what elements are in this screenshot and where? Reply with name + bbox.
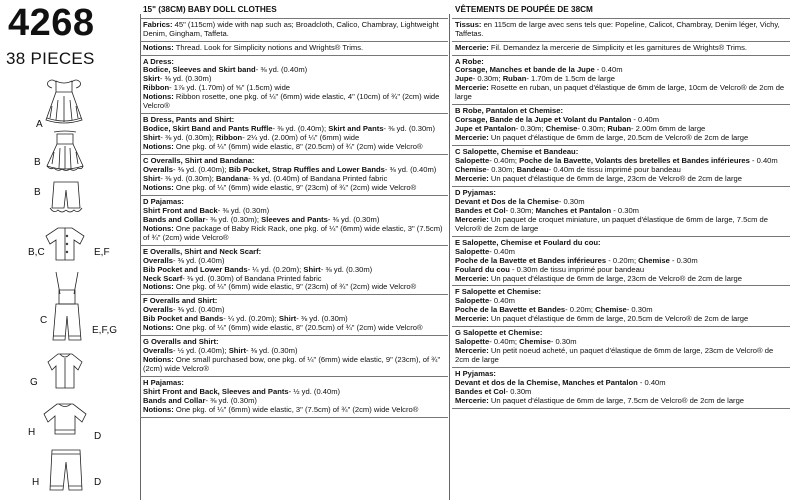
line-label: Notions: (143, 282, 174, 292)
section-title: E Salopette, Chemise et Foulard du cou: (455, 237, 601, 247)
section-line (455, 216, 787, 234)
line-text: Un paquet d'élastique de 6mm de large, 7.5cm de Velcro® de 2cm de large (488, 395, 745, 405)
line-text: - ⅜ yd. (0.30m) (159, 74, 212, 84)
line-label: Bandeau (516, 165, 549, 175)
section-title: B Robe, Pantalon et Chemise: (455, 106, 564, 116)
line-label: Bandes et Col (455, 386, 506, 396)
line-label: Overalls (143, 346, 173, 356)
notions-text: Thread. Look for Simplicity notions and Wrights® Trims. (175, 42, 364, 52)
line-label: Mercerie: (455, 273, 489, 283)
line-label: Mercerie: (455, 346, 489, 356)
line-text: One pkg. of ¼" (6mm) wide elastic, 9" (23cm) of ¾" (2cm) wide Velcro® (173, 182, 417, 192)
yardage-section (140, 114, 448, 155)
section-line (455, 84, 787, 102)
section-title: G Salopette et Chemise: (455, 328, 543, 338)
section-title: A Robe: (455, 56, 484, 66)
line-text: Un paquet d'élastique de 6mm de large, 20.5cm de Velcro® de 2cm de large (488, 133, 749, 143)
line-text: - 0.30m; (486, 165, 517, 175)
line-text: - ½ yd. (0.40m) (288, 386, 341, 396)
line-text: - ⅜ yd. (0.40m) (172, 305, 225, 315)
view-letter: H (32, 477, 40, 488)
line-text: - ¼ yd. (0.20m); (247, 264, 304, 274)
line-label: Notions: (143, 223, 174, 233)
line-text: - 2¼ yd. (2.00m) of ¼" (6mm) wide (242, 133, 360, 143)
line-label: Bib Pocket and Bands (143, 314, 224, 324)
line-label: Shirt (143, 133, 161, 143)
line-text: Un paquet d'élastique de 6mm de large, 23cm de Velcro® de 2cm de large (488, 273, 742, 283)
line-label: Notions: (143, 182, 174, 192)
line-text: - ⅜ yd. (0.30m) (320, 264, 373, 274)
line-label: Mercerie: (455, 314, 489, 324)
line-text: - 0.40m (631, 115, 660, 125)
section-line (143, 324, 445, 333)
line-text: - ⅜ yd. (0.30m) of Bandana Printed fabric (182, 273, 322, 283)
english-sections (140, 56, 448, 418)
section-line (143, 356, 445, 374)
line-label: Chemise (545, 124, 578, 134)
section-line (455, 134, 787, 143)
line-text: - 0.40m (594, 65, 623, 75)
line-text: - ⅜ yd. (0.30m); (205, 214, 262, 224)
mercerie-block (452, 42, 790, 56)
line-label: Notions: (143, 323, 174, 333)
line-label: Jupe (455, 74, 473, 84)
french-sections (452, 56, 790, 409)
illustration-column (0, 0, 140, 504)
section-title: C Overalls, Shirt and Bandana: (143, 156, 255, 166)
fabrics-text: 45" (115cm) wide with nap such as; Broadcloth, Calico, Chambray, Lightweight Denim, Gingham, Taffeta. (143, 19, 439, 38)
line-label: Notions: (143, 142, 174, 152)
line-label: Shirt Front and Back, Sleeves and Pants (143, 386, 289, 396)
view-letter: C (40, 315, 48, 326)
line-label: Overalls (143, 165, 173, 175)
section-line (455, 175, 787, 184)
line-label: Notions: (143, 355, 174, 365)
english-column (140, 0, 448, 504)
line-label: Shirt Front and Back (143, 205, 218, 215)
line-text: One pkg. of ¼" (6mm) wide elastic, 3" (7.5cm) of ¾" (2cm) wide Velcro® (173, 404, 419, 414)
line-label: Skirt (143, 74, 160, 84)
line-text: One small purchased bow, one pkg. of ¼" (6mm) wide elastic, 9" (23cm), of ¾" (2cm) wide Velcro® (143, 355, 441, 374)
line-text: - 0.40m (749, 156, 778, 166)
section-title: E Overalls, Shirt and Neck Scarf: (143, 246, 262, 256)
line-label: Ruban (607, 124, 631, 134)
section-title: A Dress: (143, 56, 174, 66)
line-text: - ⅜ yd. (0.40m) of Bandana Printed fabric (248, 173, 388, 183)
line-label: Ribbon (143, 83, 170, 93)
section-line (143, 143, 445, 152)
view-letter: B (34, 157, 41, 168)
view-b-dress-illustration (42, 130, 88, 176)
line-label: Devant et dos de la Chemise, Manches et Pantalon (455, 378, 638, 388)
line-text: - 0.30m; (472, 74, 503, 84)
notions-block (140, 42, 448, 56)
yardage-section (452, 286, 790, 327)
line-label: Corsage, Manches et bande de la Jupe (455, 65, 595, 75)
line-label: Shirt (228, 346, 247, 356)
view-letter: B (34, 187, 41, 198)
line-label: Shirt (303, 264, 321, 274)
view-b-pants-illustration (46, 180, 86, 220)
line-label: Poche de la Bavette et Bandes (455, 305, 566, 315)
line-label: Poche de la Bavette, Volants des bretelles et Bandes inférieures (519, 156, 750, 166)
section-line (455, 275, 787, 284)
view-letter: E,F,G (92, 325, 118, 336)
line-label: Mercerie: (455, 173, 489, 183)
line-text: - 0.40m (489, 246, 515, 256)
line-text: - 0.40m (489, 296, 515, 306)
view-letter: D (94, 431, 102, 442)
line-text: - 2.00m 6mm de large (630, 124, 706, 134)
line-label: Chemise (638, 255, 670, 265)
line-text: - ⅜ yd. (0.30m); (160, 173, 217, 183)
yardage-section (140, 246, 448, 296)
french-title: VÊTEMENTS DE POUPÉE DE 38CM (452, 0, 790, 19)
line-text: Un paquet de croquet miniature, un paquet d'élastique de 6mm de large, 7.5cm de Velcro® de 2cm de large (455, 214, 768, 233)
line-label: Mercerie: (455, 83, 489, 93)
line-text: - ⅜ yd. (0.40m); (272, 124, 329, 134)
line-label: Bib Pocket, Strap Ruffles and Lower Bands (228, 165, 385, 175)
line-label: Salopette (455, 337, 490, 347)
french-column (452, 0, 790, 504)
tissus-text: en 115cm de large avec sens tels que: Popeline, Calicot, Chambray, Denim léger, Vichy, Taffetas. (455, 19, 780, 38)
yardage-section (452, 56, 790, 106)
line-text: Rosette en ruban, un paquet d'élastique de 6mm de large, 10cm de Velcro® de 2cm de large (455, 83, 785, 102)
line-text: - 0.40m; (489, 337, 520, 347)
yardage-section (140, 155, 448, 196)
mercerie-text: Fil. Demandez la mercerie de Simplicity et les garnitures de Wrights® Trims. (490, 42, 748, 52)
yardage-section (452, 146, 790, 187)
line-text: - ⅜ yd. (0.30m) (327, 214, 380, 224)
section-line (455, 397, 787, 406)
fabrics-block (140, 19, 448, 42)
line-text: - 0.40m; (489, 156, 520, 166)
view-pajama-shirt-illustration (40, 400, 90, 440)
view-letter: D (94, 477, 102, 488)
line-label: Shirt (143, 173, 161, 183)
view-shirt-illustration (40, 224, 90, 268)
line-text: - 0.30m (611, 205, 640, 215)
line-text: Un petit noeud acheté, un paquet d'élastique de 6mm de large, 23cm de Velcro® de 2cm de large (455, 346, 774, 365)
line-label: Bib Pocket and Lower Bands (143, 264, 248, 274)
line-label: Mercerie: (455, 395, 489, 405)
tissus-label: Tissus: (455, 19, 482, 29)
line-label: Foulard du cou (455, 264, 510, 274)
line-text: - ⅜ yd. (0.40m) (255, 65, 308, 75)
view-a-dress-illustration (42, 76, 86, 128)
line-text: - 0.30m; (505, 205, 536, 215)
line-text: - 1.70m de 1.5cm de large (526, 74, 615, 84)
line-text: - ⅜ yd. (0.30m) (217, 205, 270, 215)
section-line (143, 225, 445, 243)
view-letter: A (36, 119, 43, 130)
line-label: Chemise (595, 305, 627, 315)
line-text: - 0.30m (626, 305, 653, 315)
line-label: Bandes et Col (455, 205, 506, 215)
line-label: Notions: (143, 404, 174, 414)
line-label: Manches et Pantalon (535, 205, 612, 215)
line-label: Devant et Dos de la Chemise (455, 196, 559, 206)
line-text: - 0.40m (637, 378, 666, 388)
section-title: C Salopette, Chemise et Bandeau: (455, 147, 579, 157)
column-divider (449, 14, 450, 500)
line-text: - ⅜ yd. (0.30m) (383, 124, 436, 134)
section-title: F Salopette et Chemise: (455, 287, 542, 297)
tissus-block (452, 19, 790, 42)
line-label: Overalls (143, 255, 173, 265)
line-label: Mercerie: (455, 214, 489, 224)
line-label: Salopette (455, 296, 490, 306)
yardage-section (140, 336, 448, 377)
line-label: Bands and Collar (143, 395, 206, 405)
line-label: Chemise (519, 337, 551, 347)
english-title: 15" (38CM) BABY DOLL CLOTHES (140, 0, 448, 19)
line-label: Shirt (278, 314, 297, 324)
yardage-section (140, 377, 448, 418)
line-label: Salopette (455, 156, 490, 166)
section-line (143, 93, 445, 111)
view-g-shirt-illustration (42, 350, 88, 394)
yardage-section (452, 105, 790, 146)
view-letter: G (30, 377, 38, 388)
line-label: Poche de la Bavette et Bandes inférieures (455, 255, 607, 265)
yardage-section (452, 237, 790, 287)
section-title: H Pyjamas: (455, 369, 496, 379)
view-overalls-illustration (46, 270, 88, 348)
yardage-section (452, 368, 790, 409)
piece-count: 38 PIECES (6, 49, 95, 68)
view-letter: B,C (28, 247, 45, 258)
line-text: One pkg. of ¼" (6mm) wide elastic, 8" (20.5cm) of ¾" (2cm) wide Velcro® (173, 323, 423, 333)
line-text: - 0.40m de tissu imprimé pour bandeau (548, 165, 681, 175)
section-line (143, 406, 445, 415)
line-label: Sleeves and Pants (261, 214, 328, 224)
line-text: - 0.20m; (606, 255, 639, 265)
pattern-number: 4268 (8, 2, 95, 44)
line-text: - ½ yd. (0.40m); (172, 346, 229, 356)
notions-label: Notions: (143, 42, 174, 52)
line-text: - 0.30m (669, 255, 698, 265)
line-label: Chemise (455, 165, 487, 175)
yardage-section (140, 196, 448, 246)
line-text: - 0.30m; (577, 124, 608, 134)
line-text: Un paquet d'élastique de 6mm de large, 23cm de Velcro® de 2cm de large (488, 173, 742, 183)
line-label: Jupe et Pantalon (455, 124, 516, 134)
line-text: - 0.30m (550, 337, 577, 347)
line-text: - 0.20m; (565, 305, 596, 315)
line-text: - ⅜ yd. (0.40m) (384, 165, 437, 175)
line-text: One package of Baby Rick Rack, one pkg. of ¼" (6mm) wide elastic, 3" (7.5cm) of ¾" (2cm) wide Velcro® (143, 223, 443, 242)
line-text: Un paquet d'élastique de 6mm de large, 20.5cm de Velcro® de 2cm de large (488, 314, 749, 324)
view-pajama-pants-illustration (44, 448, 88, 494)
line-text: - 0.30m (558, 196, 585, 206)
line-label: Ribbon (216, 133, 243, 143)
line-text: - ⅜ yd. (0.40m) (172, 255, 225, 265)
section-title: H Pajamas: (143, 378, 184, 388)
section-title: G Overalls and Shirt: (143, 337, 219, 347)
line-text: - ⅜ yd. (0.40m); (172, 165, 229, 175)
line-text: - ⅜ yd. (0.30m) (246, 346, 298, 356)
view-letter: E,F (94, 247, 110, 258)
section-title: D Pajamas: (143, 196, 184, 206)
line-label: Corsage, Bande de la Jupe et Volant du Pantalon (455, 115, 632, 125)
line-label: Bodice, Sleeves and Skirt band (143, 65, 256, 75)
section-line (455, 315, 787, 324)
line-label: Notions: (143, 92, 174, 102)
line-text: - 0.30m; (515, 124, 546, 134)
line-label: Bodice, Skirt Band and Pants Ruffle (143, 124, 273, 134)
line-label: Neck Scarf (143, 273, 183, 283)
line-text: - ⅜ yd. (0.30m); (160, 133, 217, 143)
section-line (455, 347, 787, 365)
yardage-section (140, 56, 448, 115)
line-text: One pkg. of ¼" (6mm) wide elastic, 9" (23cm) of ¾" (2cm) wide Velcro® (173, 282, 417, 292)
line-text: One pkg. of ¼" (6mm) wide elastic, 8" (20.5cm) of ¾" (2cm) wide Velcro® (173, 142, 423, 152)
line-label: Bandana (216, 173, 249, 183)
section-line (143, 184, 445, 193)
line-label: Skirt and Pants (328, 124, 384, 134)
section-title: F Overalls and Shirt: (143, 296, 218, 306)
fabrics-label: Fabrics: (143, 19, 173, 29)
line-label: Overalls (143, 305, 173, 315)
line-text: - ⅜ yd. (0.30m) (205, 395, 257, 405)
view-letter: H (28, 427, 36, 438)
mercerie-label: Mercerie: (455, 42, 489, 52)
line-text: - ⅜ yd. (0.30m) (296, 314, 348, 324)
line-label: Ruban (502, 74, 527, 84)
line-text: Ribbon rosette, one pkg. of ¼" (6mm) wide elastic, 4" (10cm) of ¾" (2cm) wide Velcro® (143, 92, 440, 111)
yardage-section (452, 327, 790, 368)
yardage-section (140, 295, 448, 336)
line-text: - 0.30m de tissu imprimé pour bandeau (509, 264, 645, 274)
line-label: Salopette (455, 246, 490, 256)
line-label: Bands and Collar (143, 214, 206, 224)
yardage-section (452, 187, 790, 237)
section-line (143, 283, 445, 292)
section-title: D Pyjamas: (455, 187, 496, 197)
section-title: B Dress, Pants and Shirt: (143, 115, 235, 125)
line-text: - ¼ yd. (0.20m); (223, 314, 279, 324)
line-label: Mercerie: (455, 133, 489, 143)
line-text: - 0.30m (505, 386, 532, 396)
line-text: - 1⅞ yd. (1.70m) of ⅝" (1.5cm) wide (169, 83, 291, 93)
